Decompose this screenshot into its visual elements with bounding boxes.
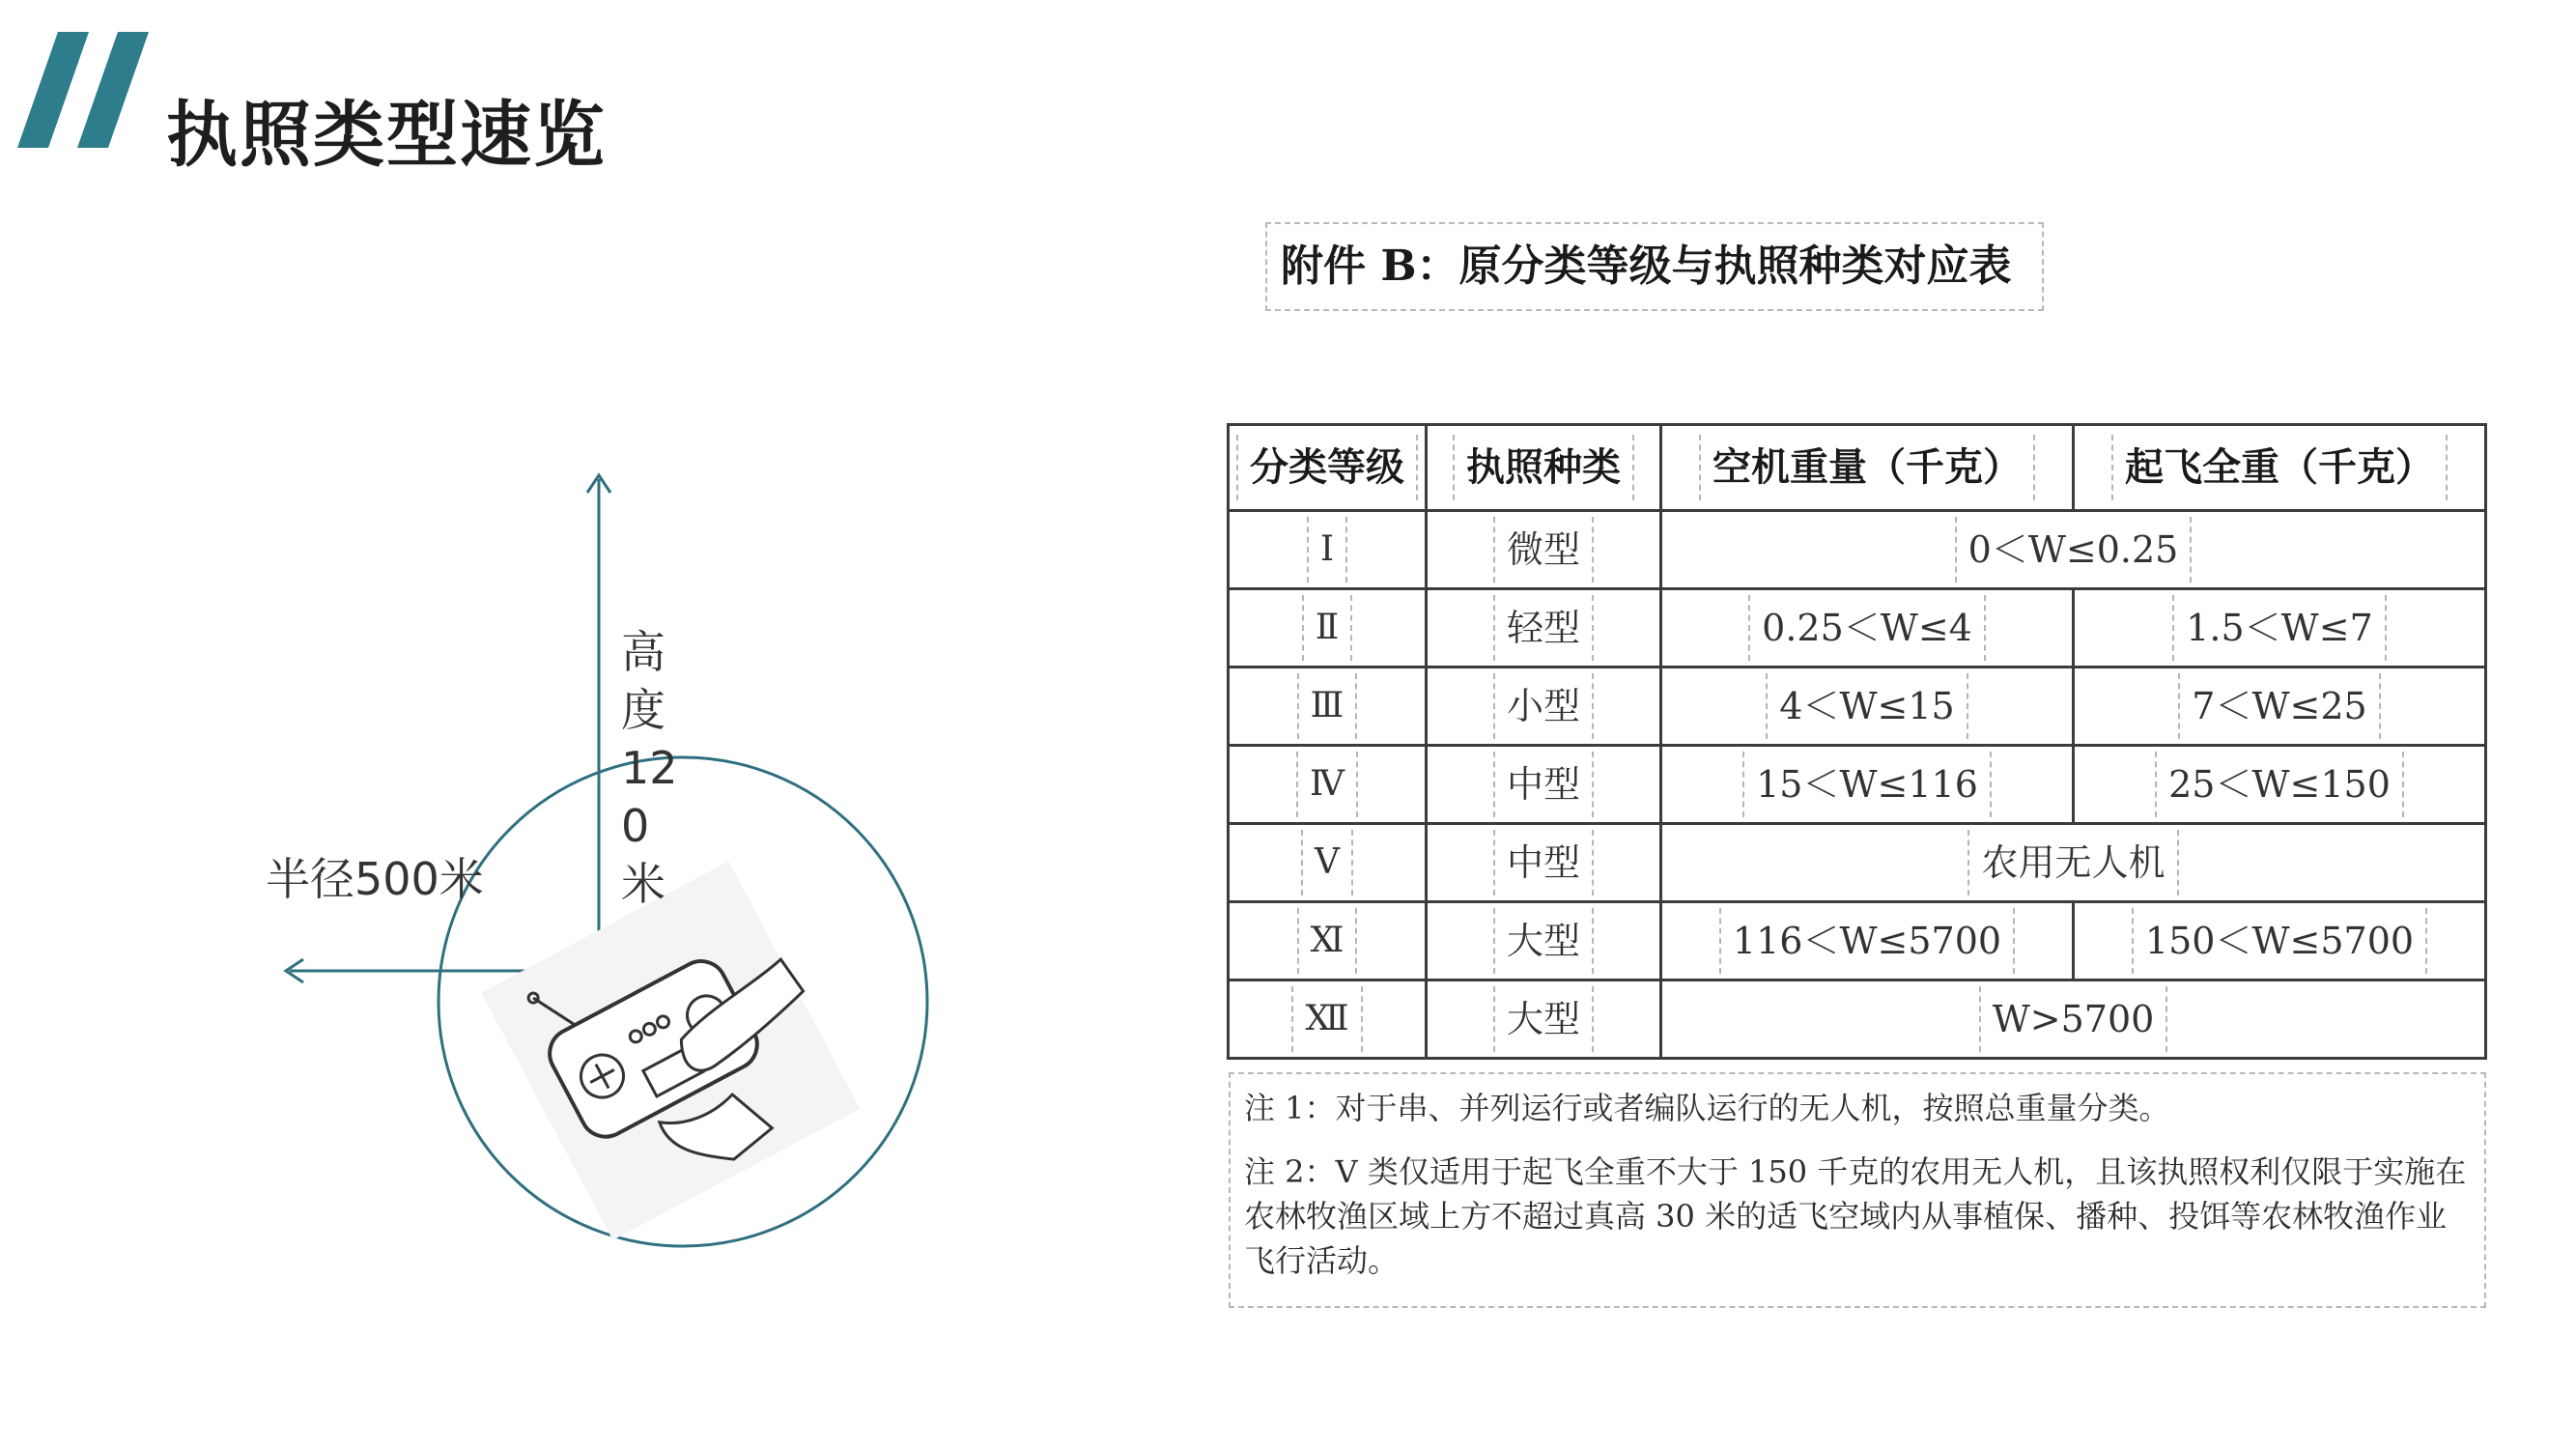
takeoff-weight-cell: 7＜W≤25: [2074, 668, 2486, 746]
grade-cell: Ⅱ: [1229, 589, 1427, 668]
empty-weight-cell: 116＜W≤5700: [1661, 902, 2074, 980]
note-1: 注 1：对于串、并列运行或者编队运行的无人机，按照总重量分类。: [1244, 1090, 2170, 1126]
grade-cell: Ⅻ: [1229, 980, 1427, 1059]
weight-merged-cell: W>5700: [1661, 980, 2486, 1059]
drone-range-diagram: [0, 0, 1062, 1449]
radius-label: 半径500米: [266, 853, 484, 905]
license-cell: 微型: [1427, 511, 1661, 589]
grade-cell: Ⅺ: [1229, 902, 1427, 980]
grade-cell: Ⅲ: [1229, 668, 1427, 746]
table-row: [1229, 980, 2486, 1059]
height-label: 高度120米: [621, 626, 678, 910]
grade-cell: Ⅴ: [1229, 824, 1427, 902]
license-cell: 轻型: [1427, 589, 1661, 668]
license-classification-table: [1227, 423, 2487, 1060]
license-cell: 大型: [1427, 980, 1661, 1059]
table-header-row: [1229, 425, 2486, 511]
document-heading: 附件 B：原分类等级与执照种类对应表: [1265, 222, 2044, 311]
header-empty-weight: 空机重量（千克）: [1661, 425, 2074, 511]
page-title: 执照类型速览: [166, 94, 607, 177]
table-row: [1229, 902, 2486, 980]
empty-weight-cell: 15＜W≤116: [1661, 746, 2074, 824]
weight-merged-cell: 0＜W≤0.25: [1661, 511, 2486, 589]
empty-weight-cell: 0.25＜W≤4: [1661, 589, 2074, 668]
table-notes: [1229, 1072, 2486, 1308]
table-row: [1229, 824, 2486, 902]
takeoff-weight-cell: 1.5＜W≤7: [2074, 589, 2486, 668]
table-row: [1229, 589, 2486, 668]
takeoff-weight-cell: 150＜W≤5700: [2074, 902, 2486, 980]
table-row: [1229, 668, 2486, 746]
license-cell: 大型: [1427, 902, 1661, 980]
takeoff-weight-cell: 25＜W≤150: [2074, 746, 2486, 824]
header-grade: 分类等级: [1229, 425, 1427, 511]
weight-merged-cell: 农用无人机: [1661, 824, 2486, 902]
remote-controller-icon: [481, 859, 864, 1240]
table-row: [1229, 746, 2486, 824]
header-license: 执照种类: [1427, 425, 1661, 511]
license-cell: 小型: [1427, 668, 1661, 746]
grade-cell: Ⅰ: [1229, 511, 1427, 589]
header-takeoff-weight: 起飞全重（千克）: [2074, 425, 2486, 511]
table-row: [1229, 511, 2486, 589]
note-2: 注 2：Ⅴ 类仅适用于起飞全重不大于 150 千克的农用无人机，且该执照权利仅限于实施在农林牧渔区域上方不超过真高 30 米的适飞空域内从事植保、播种、投饵等农林牧渔作业飞行活动。: [1244, 1153, 2467, 1279]
license-cell: 中型: [1427, 746, 1661, 824]
grade-cell: Ⅳ: [1229, 746, 1427, 824]
empty-weight-cell: 4＜W≤15: [1661, 668, 2074, 746]
license-cell: 中型: [1427, 824, 1661, 902]
